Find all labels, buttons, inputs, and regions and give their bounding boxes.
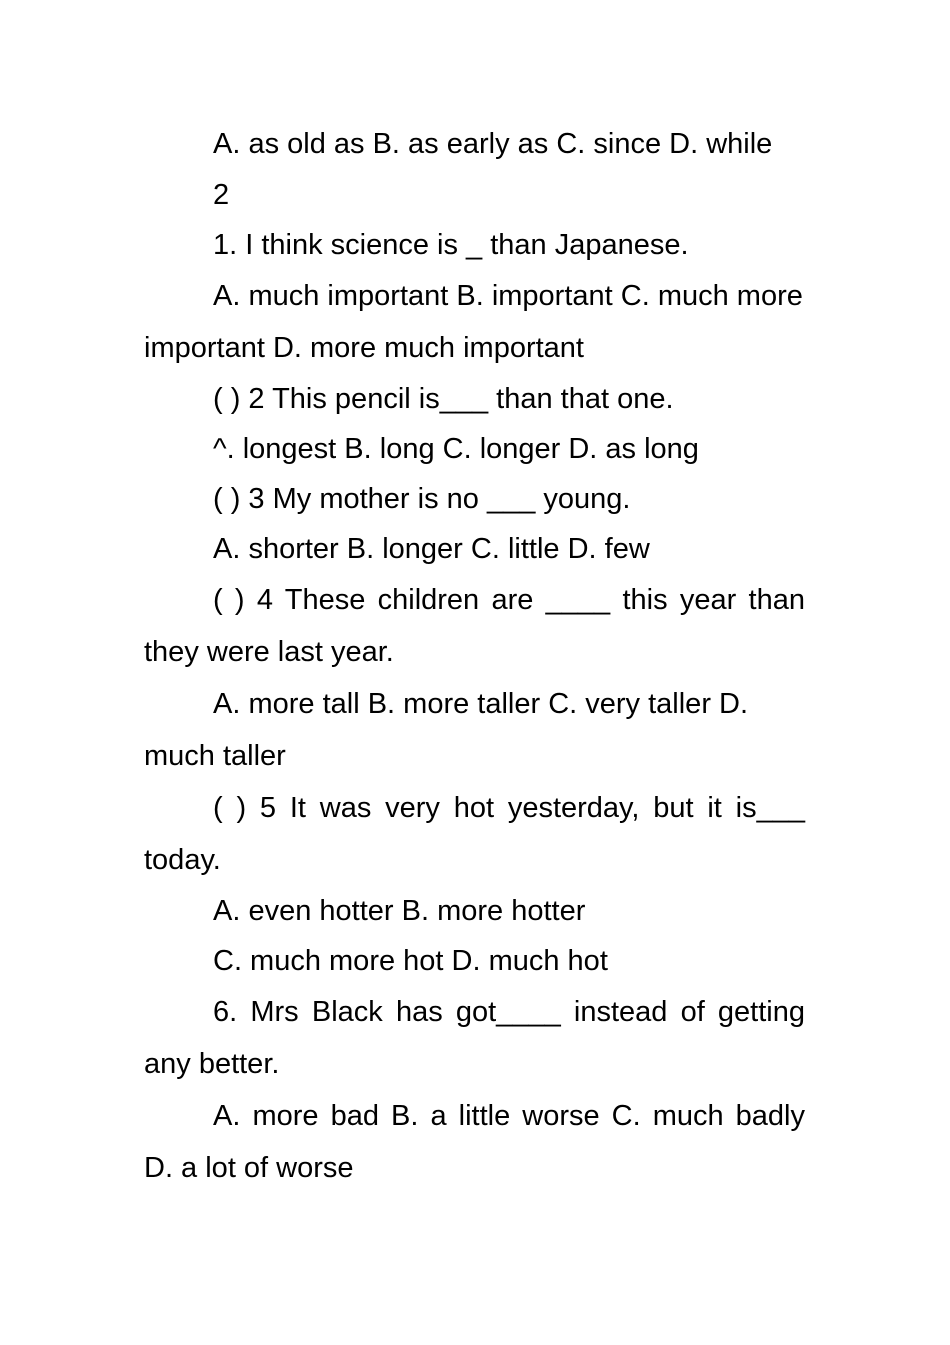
question-4-options: A. more tall B. more taller C. very taller D. much taller bbox=[144, 688, 749, 772]
question-1: 1. I think science is _ than Japanese. bbox=[213, 229, 689, 261]
question-3-options: A. shorter B. longer C. little D. few bbox=[213, 533, 650, 565]
section-number: 2 bbox=[213, 179, 230, 211]
question-5: ( ) 5 It was very hot yesterday, but it is___ today. bbox=[144, 792, 805, 876]
question-6: 6. Mrs Black has got____ instead of getting any better. bbox=[144, 996, 805, 1080]
question-1-options: A. much important B. important C. much more important D. more much important bbox=[144, 280, 803, 364]
question-2: ( ) 2 This pencil is___ than that one. bbox=[213, 383, 674, 415]
question-5-options-a-b: A. even hotter B. more hotter bbox=[213, 895, 586, 927]
question-2-options: ^. longest B. long C. longer D. as long bbox=[213, 433, 699, 465]
document-page bbox=[144, 118, 805, 1194]
question-5-options-c-d: C. much more hot D. much hot bbox=[213, 945, 608, 977]
question-4: ( ) 4 These children are ____ this year than they were last year. bbox=[144, 584, 805, 668]
question-6-options: A. more bad B. a little worse C. much badly D. a lot of worse bbox=[144, 1100, 805, 1184]
answer-options-line-1: A. as old as B. as early as C. since D. while bbox=[213, 128, 773, 160]
question-3: ( ) 3 My mother is no ___ young. bbox=[213, 483, 631, 515]
